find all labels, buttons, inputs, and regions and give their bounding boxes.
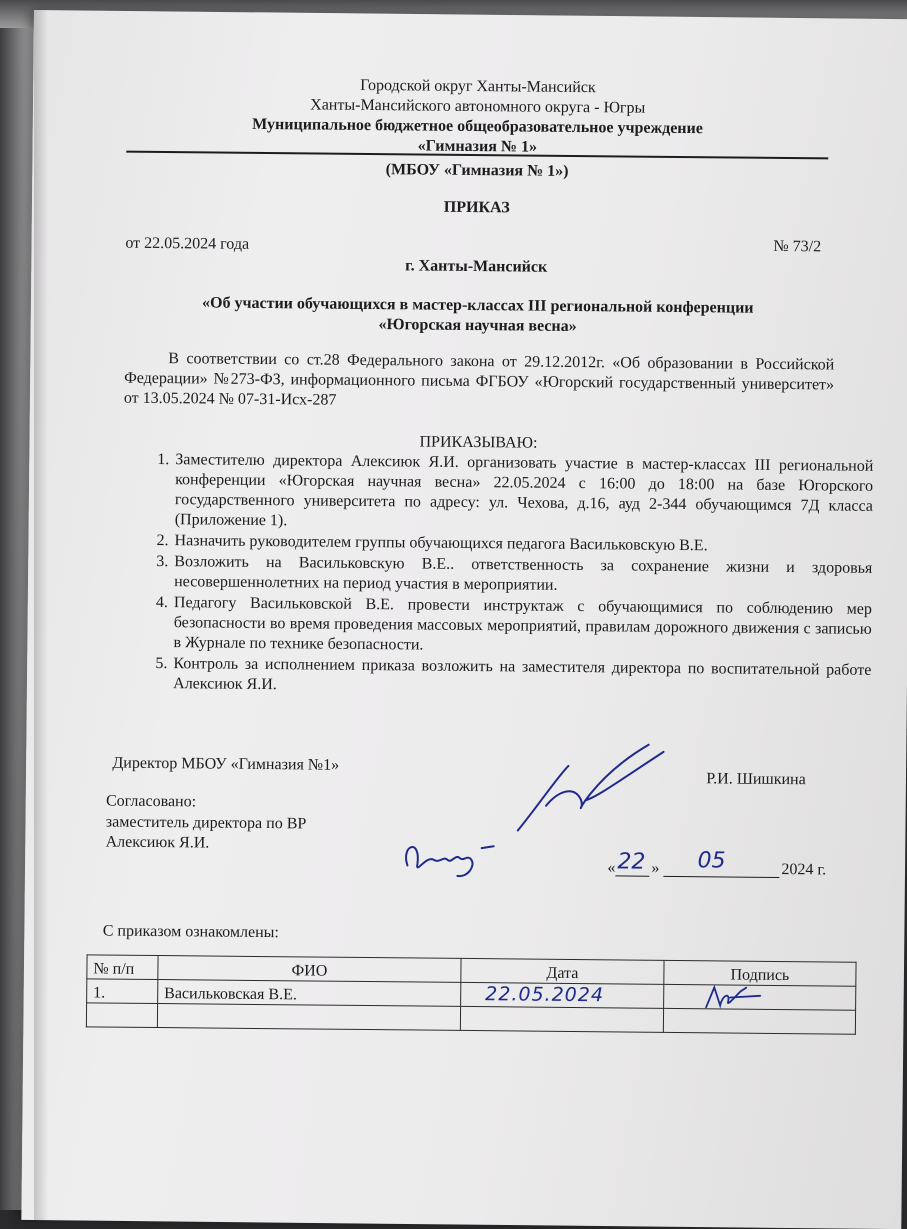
column-header-signature: Подпись (664, 960, 856, 986)
order-number: № 73/2 (773, 237, 822, 256)
order-item: 4. Педагогу Васильковской В.Е. провести инструктаж с обучающимися по соблюдению мер безопасности во время проведения массовых мероприятий, правилам дорожного движения с записью в Журнале по технике безопасности. (171, 593, 872, 660)
header-region: Ханты-Мансийского автономного округа - Югры (310, 96, 646, 117)
row-signature-cell (664, 984, 856, 1010)
agreed-name: Алексиюк Я.И. (105, 833, 210, 852)
row-signature (700, 981, 770, 1012)
header-city: Городской округ Ханты-Мансийск (360, 76, 596, 97)
column-header-date: Дата (461, 958, 664, 984)
header-short-name: (МБОУ «Гимназия № 1») (385, 161, 569, 180)
date-day-underline (615, 875, 649, 876)
date-day-handwritten: 22 (617, 849, 646, 875)
row-number: 1. (87, 979, 158, 1004)
order-title: ПРИКАЗ (443, 198, 510, 217)
order-subject-line1: «Об участии обучающихся в мастер-классах III региональной конференции (201, 294, 754, 317)
order-preamble: В соответствии со ст.28 Федерального закона от 29.12.2012г. «Об образовании в Российской Федерации» №273-ФЗ, информационного письма ФГБОУ «Югорский государственный университет» от 13.05.2024 № 07-31-Исх-287 (123, 350, 835, 409)
header-school-name: «Гимназия № 1» (417, 137, 538, 156)
date-month-underline (663, 876, 779, 878)
order-item: 1. Заместителю директора Алексиюк Я.И. организовать участие в мастер-классах III региональной конференции «Югорская научная весна» 22.05.2024 с 16:00 до 18:00 на базе Югорского государственного университета по адресу: ул. Чехова, д.16, ауд 2-344 обучающимся 7Д класса (Приложение 1). (173, 450, 874, 537)
order-city: г. Ханты-Мансийск (405, 257, 548, 276)
date-close-quote: » (651, 859, 660, 877)
order-item: 3. Возложить на Васильковскую В.Е.. ответственность за сохранение жизни и здоровья несовершеннолетних на период участия в мероприятии. (172, 552, 872, 599)
order-directive: ПРИКАЗЫВАЮ: (419, 433, 538, 452)
date-open-quote: « (607, 859, 616, 877)
header-institution: Муниципальное бюджетное общеобразовательное учреждение (252, 115, 703, 138)
agreed-label: Согласовано: (105, 792, 197, 811)
director-signature (498, 735, 679, 847)
order-item: 2. Назначить руководителем группы обучающихся педагога Васильковскую В.Е. (172, 531, 872, 558)
director-title: Директор МБОУ «Гимназия №1» (112, 754, 340, 774)
column-header-number: № п/п (87, 955, 158, 980)
acquaintance-table (86, 954, 857, 1034)
deputy-signature (395, 825, 506, 886)
agreed-position: заместитель директора по ВР (105, 813, 307, 833)
column-header-name: ФИО (158, 956, 461, 983)
order-item: 5. Контроль за исполнением приказа возложить на заместителя директора по воспитательной работе Алексиюк Я.И. (171, 654, 871, 701)
acquaintance-label: С приказом ознакомлены: (102, 922, 279, 942)
order-subject-line2: «Югорская научная весна» (378, 316, 577, 336)
order-date: от 22.05.2024 года (125, 234, 250, 253)
director-name: Р.И. Шишкина (706, 770, 806, 789)
date-month-handwritten: 05 (697, 848, 726, 874)
row-date-handwritten: 22.05.2024 (485, 983, 605, 1007)
order-items-list (139, 450, 873, 702)
row-date-cell (461, 982, 664, 1008)
row-name: Васильковская В.Е. (158, 980, 461, 1007)
date-year: 2024 г. (781, 861, 827, 879)
